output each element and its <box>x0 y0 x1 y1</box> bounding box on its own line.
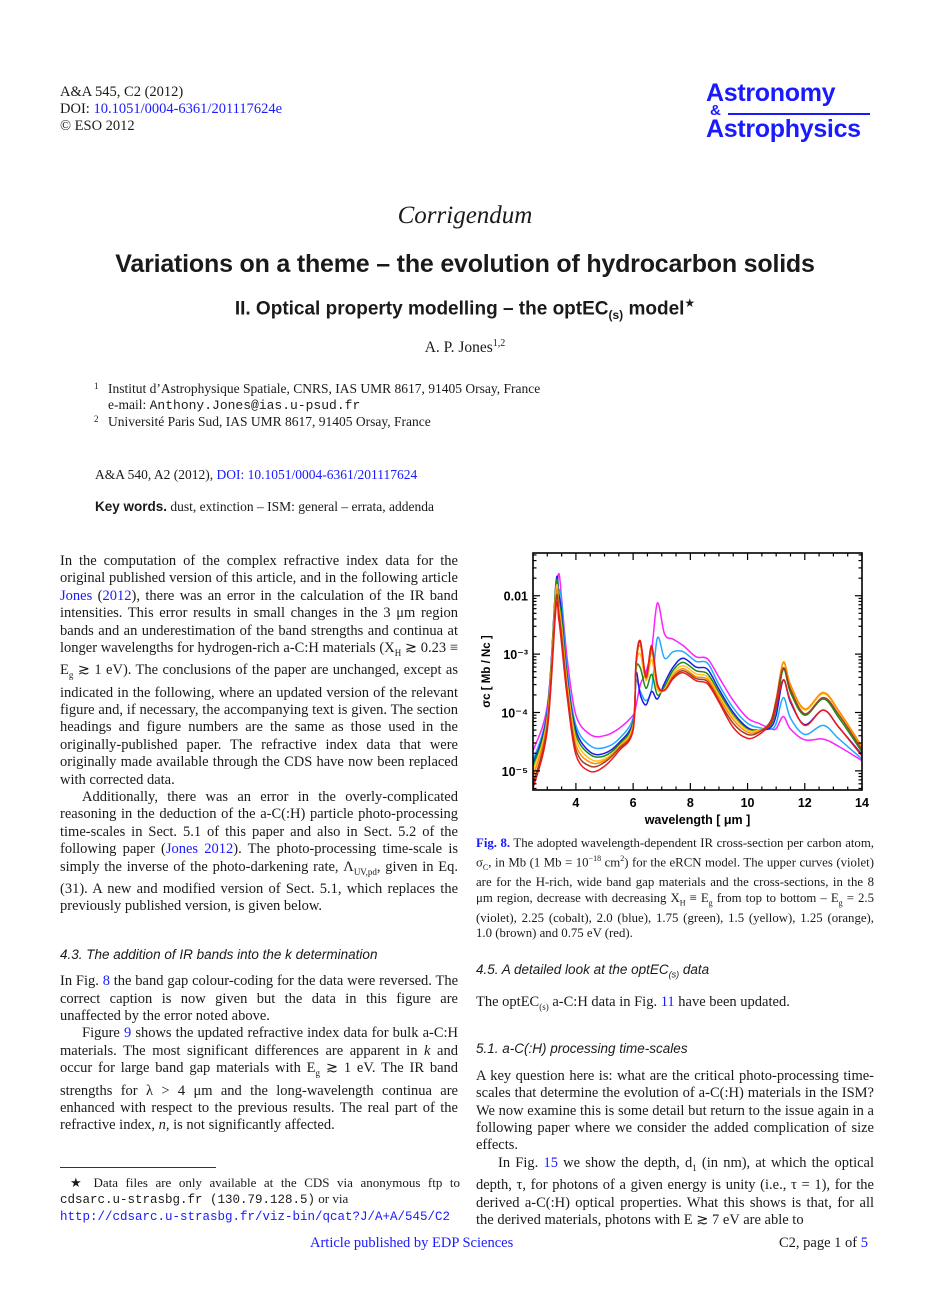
y-tick-label: 0.01 <box>503 589 528 604</box>
affiliation-2 <box>94 414 540 430</box>
original-article-reference <box>95 467 417 483</box>
affiliation-number: 1 <box>94 381 99 391</box>
paragraph: In the computation of the complex refractive index data for the original published version of this article, and in the following article Jones (2012), there was an error in the calculation of the IR band intensities. This error results in small changes in the 3 μm region bands and an underestimation of the band strengths and continua at longer wavelengths for hydrogen-rich a-C:H materials ($X_H$ ≳ $0.23 \equiv E_g$ ≳ 1 eV). The conclusions of the paper are unchanged, except as indicated in the following, where an updated version of the relevant figure and, if necessary, the accompanying text is given. The section headings and figure numbers are the same as those used in the originally-published paper. The refractive index data that were originally made available through the CDS have now been replaced with corrected data. <box>60 553 459 788</box>
journal-citation-block <box>60 84 282 135</box>
page-number: C2, page 1 of 5 <box>779 1235 868 1251</box>
article-subtitle <box>0 296 930 322</box>
footnote-star-marker[interactable]: ★ <box>684 296 696 310</box>
figure-link[interactable]: 9 <box>123 1025 132 1042</box>
figure-caption: Fig. 8. The adopted wavelength-dependent IR cross-section per carbon atom, $\sigma_C$, in Mb (1 $Mb = 10^{-18}$ $cm^2$) for the eRCN model. The upper curves (violet) are for the H-rich, wide band gap materials and the cross-sections, in the 8 μm region, decrease with decreasing $X_H \equiv E_g$ from top to bottom – $E_g = 2.5$ (violet), 2.25 (cobalt), 2.0 (blue), 1.75 (green), 1.5 (yellow), 1.25 (orange), 1.0 (brown) and 0.75 eV (red). <box>476 836 874 940</box>
citation: A&A 545, C2 (2012) <box>60 84 184 100</box>
affiliation-1 <box>94 381 540 414</box>
paragraph: The optEC$_{(s)}$ a-C:H data in Fig. 11 have been updated. <box>476 994 790 1012</box>
original-doi-link[interactable]: DOI: 10.1051/0004-6361/201117624 <box>216 467 418 482</box>
y-axis-label: σc [ Mb / Nc ] <box>481 635 493 708</box>
x-tick-label: 4 <box>572 796 580 810</box>
footnote-text: ★ Data files are only available at the CDS via anonymous ftp to cdsarc.u-strasbg.fr (130.79.128.5) or via <box>60 1175 461 1207</box>
article-kind: Corrigendum <box>397 202 533 229</box>
keywords <box>95 499 434 515</box>
paragraph: In Fig. 15 we show the depth, $d_1$ (in nm), at which the optical depth, τ, for photons of a given energy is unity (i.e., τ = 1), for the derived a-C(:H) optical properties. What this shows is that, for all the derived materials, photons with E ≳ 7 eV are able to <box>476 1154 875 1228</box>
paragraph: Additionally, there was an error in the overly-complicated reasoning in the deduction of the a-C(:H) particle photo-processing time-scales in Sect. 5.1 of this paper and also in Sect. 5.2 of the following paper (Jones 2012). The photo-processing time-scale is simply the inverse of the photo-darkening rate, $\Lambda_{UV,pd}$, given in Eq. (31). A new and modified version of Sect. 5.1, which replaces the previously published version, is given below. <box>60 789 459 915</box>
series-line-0-75-ev <box>533 602 862 789</box>
doi-line <box>60 101 282 118</box>
x-axis-label: wavelength [ μm ] <box>644 813 751 827</box>
x-tick-label: 8 <box>686 796 694 810</box>
series-line-2-0-ev <box>533 576 862 764</box>
keywords-text: dust, extinction – ISM: general – errata, addenda <box>167 499 434 514</box>
right-column <box>476 961 874 1229</box>
author-name: A. P. Jones <box>424 339 493 357</box>
article-title: Variations on a theme – the evolution of hydrocarbon solids <box>115 250 815 278</box>
figure-link[interactable]: 11 <box>660 994 675 1011</box>
section-heading-5-1: 5.1. a-C(:H) processing time-scales <box>476 1041 688 1057</box>
figure-8-chart <box>476 545 876 835</box>
email-label: e-mail: <box>108 397 150 412</box>
section-heading-4-5: 4.5. A detailed look at the optEC$_{(s)}$ data <box>476 962 710 980</box>
doi-label: DOI: <box>60 101 90 117</box>
logo-line-astronomy: Astronomy <box>706 79 836 107</box>
journal-logo <box>706 80 861 142</box>
ftp-host: cdsarc.u-strasbg.fr (130.79.128.5) <box>60 1193 316 1207</box>
doi-link[interactable]: 10.1051/0004-6361/201117624e <box>93 101 283 117</box>
publisher-link[interactable]: Article published by EDP Sciences <box>310 1235 514 1251</box>
author-affiliation-marks: 1,2 <box>492 338 506 349</box>
author <box>0 338 930 357</box>
total-pages-link[interactable]: 5 <box>860 1235 868 1251</box>
figure-link[interactable]: 15 <box>543 1154 558 1171</box>
section-heading-4-3: 4.3. The addition of IR bands into the k determination <box>60 946 378 962</box>
x-tick-label: 14 <box>855 796 869 810</box>
subtitle-text-end: model <box>623 298 685 320</box>
reference-text: A&A 540, A2 (2012), <box>95 467 217 482</box>
logo-ampersand: & <box>710 102 721 119</box>
x-tick-label: 6 <box>629 796 637 810</box>
keywords-label: Key words. <box>95 499 168 514</box>
paragraph: In Fig. 8 the band gap colour-coding for the data were reversed. The correct caption is now given but the data in this figure are unaffected by the error noted above. <box>60 973 459 1025</box>
email-line <box>108 397 540 414</box>
subtitle-subscript: (s) <box>608 308 624 323</box>
figure-label[interactable]: Fig. 8. <box>476 836 511 850</box>
footnote-divider <box>60 1167 216 1168</box>
left-column <box>60 553 458 1135</box>
logo-rule <box>728 113 870 115</box>
y-tick-label: 10⁻⁵ <box>501 764 528 779</box>
y-tick-label: 10⁻³ <box>503 648 528 663</box>
plot-series-group <box>533 574 862 789</box>
cds-url-link[interactable]: http://cdsarc.u-strasbg.fr/viz-bin/qcat?J/A+A/545/C2 <box>60 1210 451 1224</box>
paragraph: A key question here is: what are the critical photo-processing time-scales that determine the evolution of a-C(:H) materials in the ISM? We now examine this is some detail but return to the issue again in a following paper where we consider the added complication of size effects. <box>476 1067 874 1154</box>
figure-link[interactable]: 8 <box>102 973 110 990</box>
affiliations <box>94 381 540 430</box>
affiliation-text: Université Paris Sud, IAS UMR 8617, 91405 Orsay, France <box>108 414 431 429</box>
x-tick-label: 10 <box>740 796 755 810</box>
logo-line-astrophysics: Astrophysics <box>706 115 861 143</box>
axis-tick-labels <box>501 590 869 810</box>
footnote <box>60 1175 460 1225</box>
subtitle-text: II. Optical property modelling – the optEC <box>234 298 609 320</box>
series-line-1-0-ev <box>533 595 862 784</box>
copyright: © ESO 2012 <box>60 118 135 134</box>
y-tick-label: 10⁻⁴ <box>501 706 528 721</box>
citation-link[interactable]: Jones <box>60 587 93 604</box>
affiliation-text: Institut d’Astrophysique Spatiale, CNRS, IAS UMR 8617, 91405 Orsay, France <box>108 381 541 396</box>
email-address[interactable]: Anthony.Jones@ias.u-psud.fr <box>149 398 361 413</box>
x-tick-label: 12 <box>797 796 812 810</box>
paragraph: Figure 9 shows the updated refractive index data for bulk a-C:H materials. The most significant differences are apparent in k and occur for large band gap materials with $E_g$ ≳ 1 eV. The IR band strengths for λ > 4 μm and the long-wavelength continua are enhanced with respect to the previous results. The real part of the refractive index, n, is not significantly affected. <box>60 1025 458 1134</box>
citation-link[interactable]: Jones 2012 <box>165 841 234 858</box>
citation-link[interactable]: 2012 <box>102 587 132 604</box>
affiliation-number: 2 <box>94 414 99 424</box>
